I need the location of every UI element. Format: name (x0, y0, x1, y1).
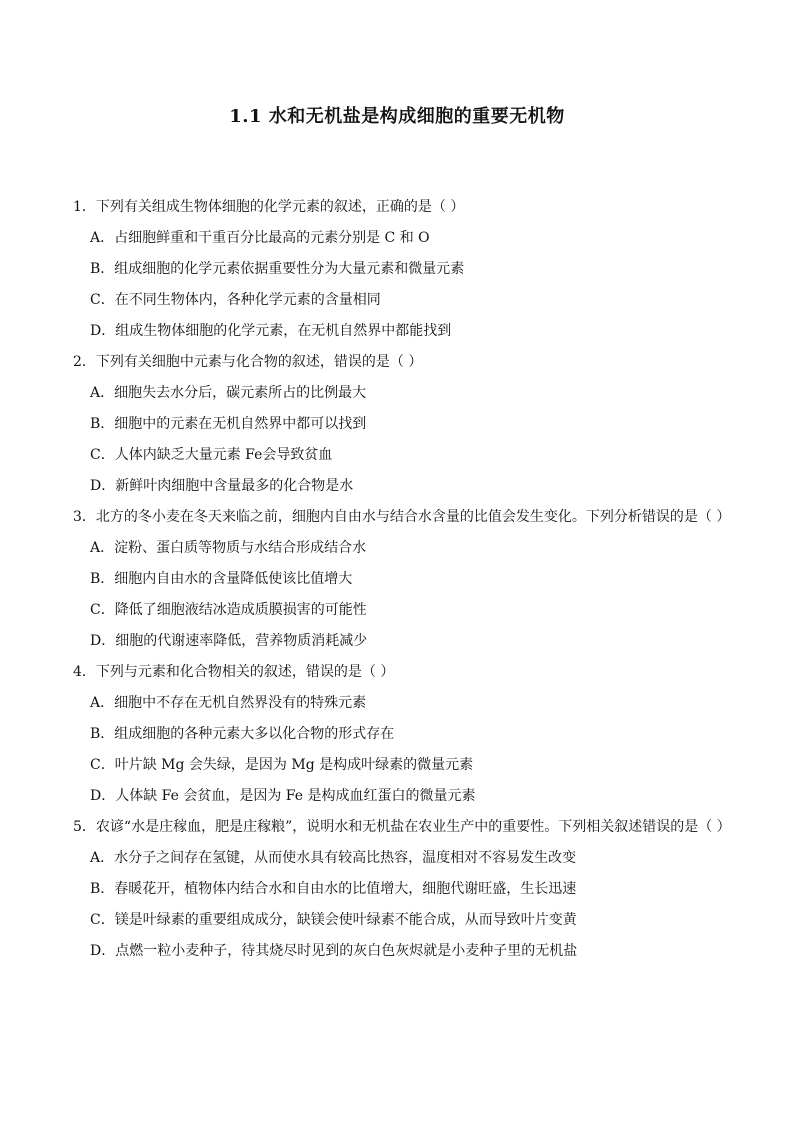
option-b: B．组成细胞的化学元素依据重要性分为大量元素和微量元素 (90, 261, 465, 277)
option-a: A．占细胞鲜重和干重百分比最高的元素分别是 C 和 O (90, 230, 430, 246)
option-b: B．春暖花开，植物体内结合水和自由水的比值增大，细胞代谢旺盛，生长迅速 (90, 881, 577, 897)
question-2 (73, 347, 733, 502)
option-c: C．镁是叶绿素的重要组成成分，缺镁会使叶绿素不能合成，从而导致叶片变黄 (90, 912, 577, 928)
option-a: A．水分子之间存在氢键，从而使水具有较高比热容，温度相对不容易发生改变 (90, 850, 577, 866)
option-d: D．点燃一粒小麦种子，待其烧尽时见到的灰白色灰烬就是小麦种子里的无机盐 (90, 943, 578, 959)
question-stem: 4．下列与元素和化合物相关的叙述，错误的是（ ） (73, 664, 395, 680)
question-1 (73, 192, 733, 347)
option-b: B．组成细胞的各种元素大多以化合物的形式存在 (90, 726, 395, 742)
question-5 (73, 812, 733, 967)
question-list (73, 192, 733, 967)
question-3 (73, 502, 733, 657)
option-a: A．淀粉、蛋白质等物质与水结合形成结合水 (90, 540, 367, 556)
option-list (73, 533, 733, 657)
option-list (73, 378, 733, 502)
question-stem: 2．下列有关细胞中元素与化合物的叙述，错误的是（ ） (73, 354, 423, 370)
question-stem: 1．下列有关组成生物体细胞的化学元素的叙述，正确的是（ ） (73, 199, 465, 215)
option-c: C．叶片缺 Mg 会失绿，是因为 Mg 是构成叶绿素的微量元素 (90, 757, 474, 773)
option-a: A．细胞失去水分后，碳元素所占的比例最大 (90, 385, 367, 401)
question-stem: 3．北方的冬小麦在冬天来临之前，细胞内自由水与结合水含量的比值会发生变化。下列分析错误的是（ ） (73, 509, 731, 525)
option-a: A．细胞中不存在无机自然界没有的特殊元素 (90, 695, 367, 711)
page-title: 1.1 水和无机盐是构成细胞的重要无机物 (229, 106, 565, 127)
option-b: B．细胞中的元素在无机自然界中都可以找到 (90, 416, 367, 432)
question-stem: 5．农谚“水是庄稼血，肥是庄稼粮”，说明水和无机盐在农业生产中的重要性。下列相关叙述错误的是（ ） (73, 819, 731, 835)
option-list (73, 843, 733, 967)
option-b: B．细胞内自由水的含量降低使该比值增大 (90, 571, 353, 587)
option-list (73, 223, 733, 347)
question-4 (73, 657, 733, 812)
option-c: C．降低了细胞液结冰造成质膜损害的可能性 (90, 602, 367, 618)
option-c: C．人体内缺乏大量元素 Fe会导致贫血 (90, 447, 333, 463)
option-c: C．在不同生物体内，各种化学元素的含量相同 (90, 292, 381, 308)
option-d: D．人体缺 Fe 会贫血，是因为 Fe 是构成血红蛋白的微量元素 (90, 788, 476, 804)
option-d: D．细胞的代谢速率降低，营养物质消耗减少 (90, 633, 368, 649)
option-list (73, 688, 733, 812)
option-d: D．组成生物体细胞的化学元素，在无机自然界中都能找到 (90, 323, 452, 339)
option-d: D．新鲜叶肉细胞中含量最多的化合物是水 (90, 478, 354, 494)
